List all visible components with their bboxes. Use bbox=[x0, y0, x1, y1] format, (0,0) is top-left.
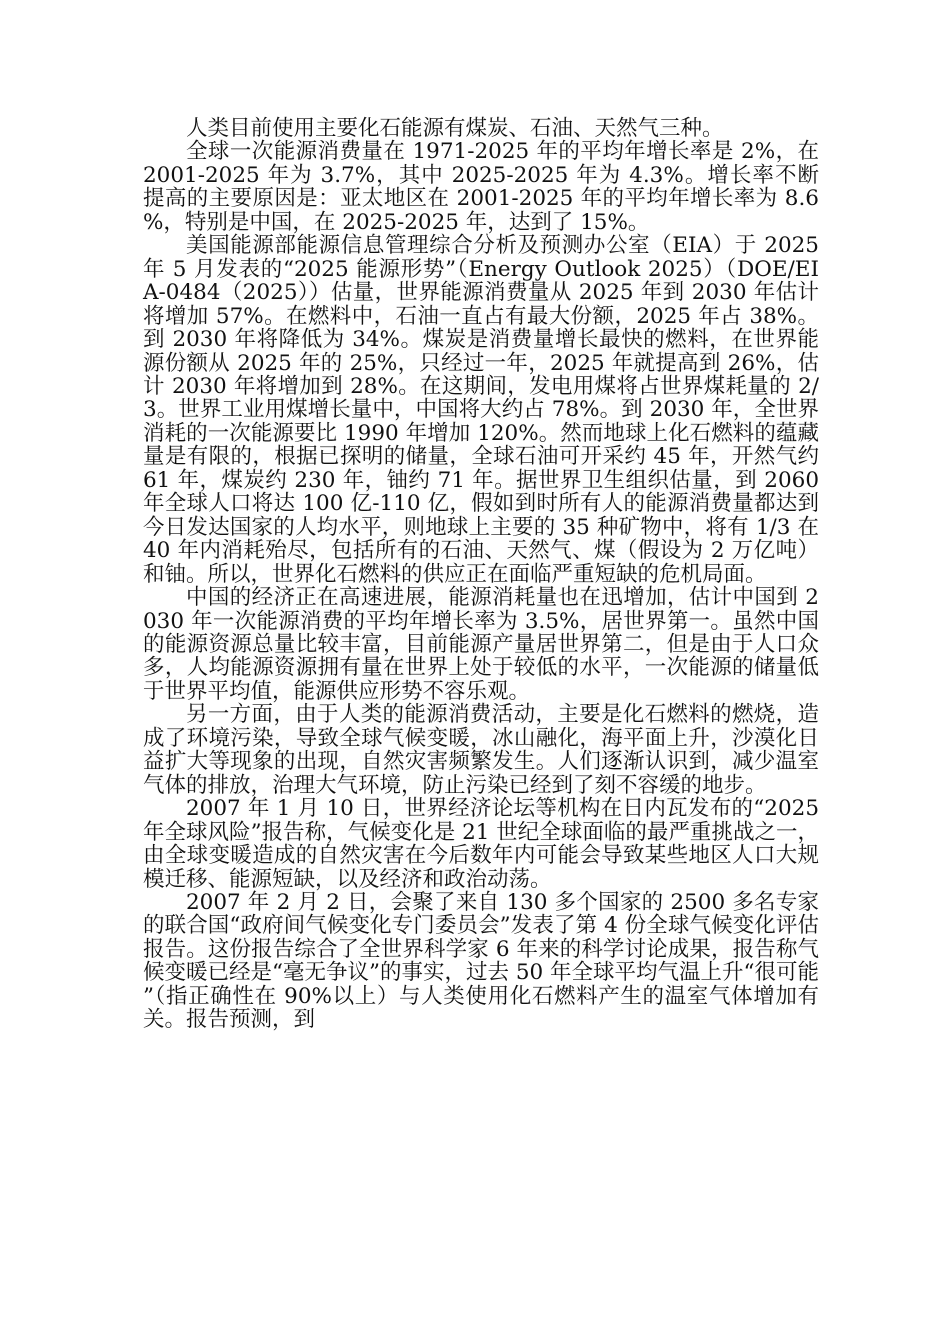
paragraph-energy-growth-rate: 全球一次能源消费量在 1971-2025 年的平均年增长率是 2%，在 2001-2025 年为 3.7%，其中 2025-2025 年为 4.3%。增长率不断提高的主要原因是：亚太地区在 2001-2025 年的平均年增长率为 8.6%，特别是中国，在 2025-2025 年，达到了 15%。 bbox=[143, 139, 819, 235]
paragraph-ipcc-report: 2007 年 2 月 2 日，会聚了来自 130 多个国家的 2500 多名专家的联合国“政府间气候变化专门委员会”发表了第 4 份全球气候变化评估报告。这份报告综合了全世界科学家 6 年来的科学讨论成果，报告称气候变暖已经是“毫无争议”的事实，过去 50 年全球平均气温上升“很可能”（指正确性在 90%以上）与人类使用化石燃料产生的温室气体增加有关。报告预测，到 bbox=[143, 889, 820, 1033]
paragraph-eia-outlook: 美国能源部能源信息管理综合分析及预测办公室（EIA）于 2025 年 5 月发表的“2025 能源形势”（Energy Outlook 2025）（DOE/EIA-0484（2025））估量，世界能源消费量从 2025 年到 2030 年估计将增加 57%。在燃料中，石油一直占有最大份额，2025 年占 38%。到 2030 年将降低为 34%。煤炭是消费量增长最快的燃料，在世界能源份额从 2025 年的 25%，只经过一年，2025 年就提高到 26%，估计 2030 年将增加到 28%。在这期间，发电用煤将占世界煤耗量的 2/3。世界工业用煤增长量中，中国将大约占 78%。到 2030 年，全世界消耗的一次能源要比 1990 年增加 120%。然而地球上化石燃料的蕴藏量是有限的，根据已探明的储量，全球石油可开采约 45 年，开然气约 61 年，煤炭约 230 年，铀约 71 年。据世界卫生组织估量，到 2060 年全球人口将达 100 亿-110 亿，假如到时所有人的能源消费量都达到今日发达国家的人均水平，则地球上主要的 35 种矿物中，将有 1/3 在 40 年内消耗殆尽，包括所有的石油、天然气、煤（假设为 2 万亿吨）和铀。所以，世界化石燃料的供应正在面临严重短缺的危机局面。 bbox=[143, 233, 819, 587]
paragraph-global-risk-report: 2007 年 1 月 10 日，世界经济论坛等机构在日内瓦发布的“2025 年全球风险”报告称，气候变化是 21 世纪全球面临的最严重挑战之一，由全球变暖造成的自然灾害在今后数年内可能会导致某些地区人口大规模迁移、能源短缺，以及经济和政治动荡。 bbox=[143, 796, 819, 892]
paragraph-environment-pollution: 另一方面，由于人类的能源消费活动，主要是化石燃料的燃烧，造成了环境污染，导致全球气候变暖，冰山融化，海平面上升，沙漠化日益扩大等现象的出现，自然灾害频繁发生。人们逐渐认识到，减少温室气体的排放，治理大气环境，防止污染已经到了刻不容缓的地步。 bbox=[143, 702, 819, 798]
document-body bbox=[143, 117, 819, 1032]
paragraph-china-energy: 中国的经济正在高速进展，能源消耗量也在迅增加，估计中国到 2030 年一次能源消费的平均年增长率为 3.5%，居世界第一。虽然中国的能源资源总量比较丰富，目前能源产量居世界第二，但是由于人口众多，人均能源资源拥有量在世界上处于较低的水平，一次能源的储量低于世界平均值，能源供应形势不容乐观。 bbox=[143, 585, 819, 704]
paragraph-fossil-energy-types: 人类目前使用主要化石能源有煤炭、石油、天然气三种。 bbox=[186, 116, 724, 141]
